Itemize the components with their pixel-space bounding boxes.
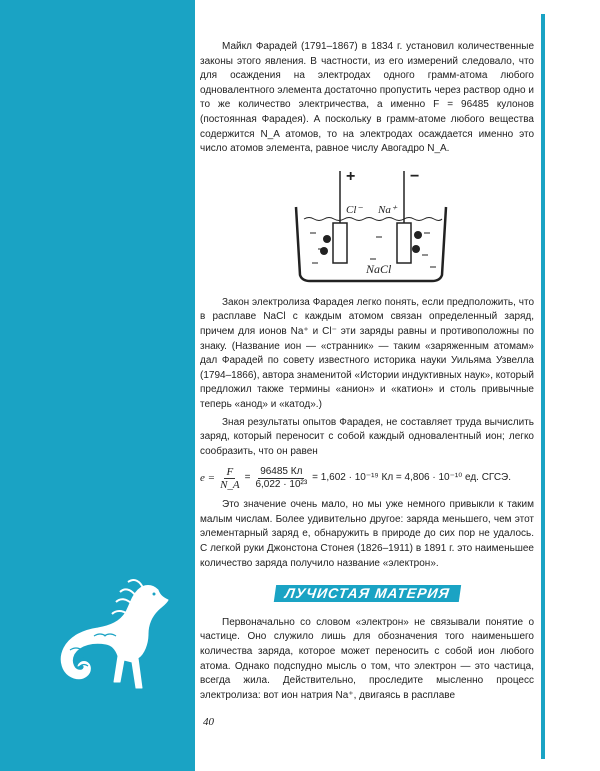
- formula-f-numerator: F: [226, 466, 234, 479]
- page-number: 40: [203, 716, 214, 728]
- formula-fraction-numeric: [253, 466, 309, 491]
- formula-value-numerator: 96485 Кл: [260, 466, 303, 478]
- nacl-label: NaCl: [366, 261, 392, 276]
- formula-equals: =: [244, 472, 251, 484]
- cathode-minus-sign: −: [410, 167, 420, 185]
- formula-value-denominator: 6,022 · 10²³: [255, 479, 308, 491]
- paragraph-charge-intro: Зная результаты опытов Фарадея, не составляет труда вычислить заряд, который переносит с собой каждый одновалентный ион; легко сообразить, что он равен: [200, 416, 534, 457]
- electrolysis-diagram: [200, 163, 534, 286]
- paragraph-electrolysis-law: Закон электролиза Фарадея легко понять, если предположить, что в расплаве NaCl с каждым атомом связан определенный заряд, причем для ионов Na⁺ и Cl⁻ эти заряды равны и противоположны по знаку. (Название ион — «странник» — таким «заряженным атомам» дал Фарадей по совету известного историка науки Уильяма Узвелла (1794–1866), автора знаменитой «Истории индуктивных наук», который предложил также термины «анион» и «катион» и столь привычные теперь «анод» и «катод».): [200, 296, 534, 410]
- chloride-ion-label: Cl⁻: [346, 203, 363, 216]
- formula-na-denominator: N_A: [220, 479, 240, 492]
- paragraph-radiant-matter: Первоначально со словом «электрон» не связывали понятие о частице. Оно служило лишь для обозначения того наименьшего количества заряда, которое может переносить с собой ион любого атома. Однако подспудно мысль о том, что электрон — это частица, всегда жила. Действительно, проследите мысленно процесс электролиза: вот ион натрия Na⁺, двигаясь в расплаве: [200, 616, 534, 701]
- section-heading-text: ЛУЧИСТАЯ МАТЕРИЯ: [273, 585, 460, 602]
- formula-lhs: e =: [200, 472, 216, 485]
- formula-result: = 1,602 · 10⁻¹⁹ Кл = 4,806 · 10⁻¹⁰ ед. СГСЭ.: [312, 472, 511, 484]
- right-margin-rule: [541, 14, 545, 759]
- elementary-charge-formula: [200, 466, 534, 491]
- paragraph-faraday-laws: Майкл Фарадей (1791–1867) в 1834 г. установил количественные законы этого явления. В частности, из его измерений следовало, что для осаждения на электродах одного грамм-атома любого одновалентного элемента достаточно пропустить через раствор одно и то же количество электричества, а именно F = 96485 кулонов (постоянная Фарадея). А поскольку в грамм-атоме любого вещества содержится N_A атомов, то на электродах осаждается именно это число атомов элемента, равное числу Авогадро N_A.: [200, 41, 534, 155]
- electrolysis-figure: [200, 163, 534, 286]
- page-body: [200, 40, 534, 703]
- formula-fraction-symbolic: [218, 466, 242, 491]
- seahorse-illustration: [40, 570, 190, 710]
- section-heading: [200, 585, 534, 604]
- sodium-ion-label: Na⁺: [378, 203, 397, 216]
- paragraph-electron-name: Это значение очень мало, но мы уже немного привыкли к таким малым числам. Более удивительно другое: заряда меньшего, чем этот элементарный заряд e, обнаружить в природе до сих пор не удалось. С легкой руки Джонстона Стонея (1826–1911) в 1891 г. это наименьшее количество заряда получило название «электрон».: [200, 499, 534, 569]
- anode-plus-sign: +: [346, 167, 356, 185]
